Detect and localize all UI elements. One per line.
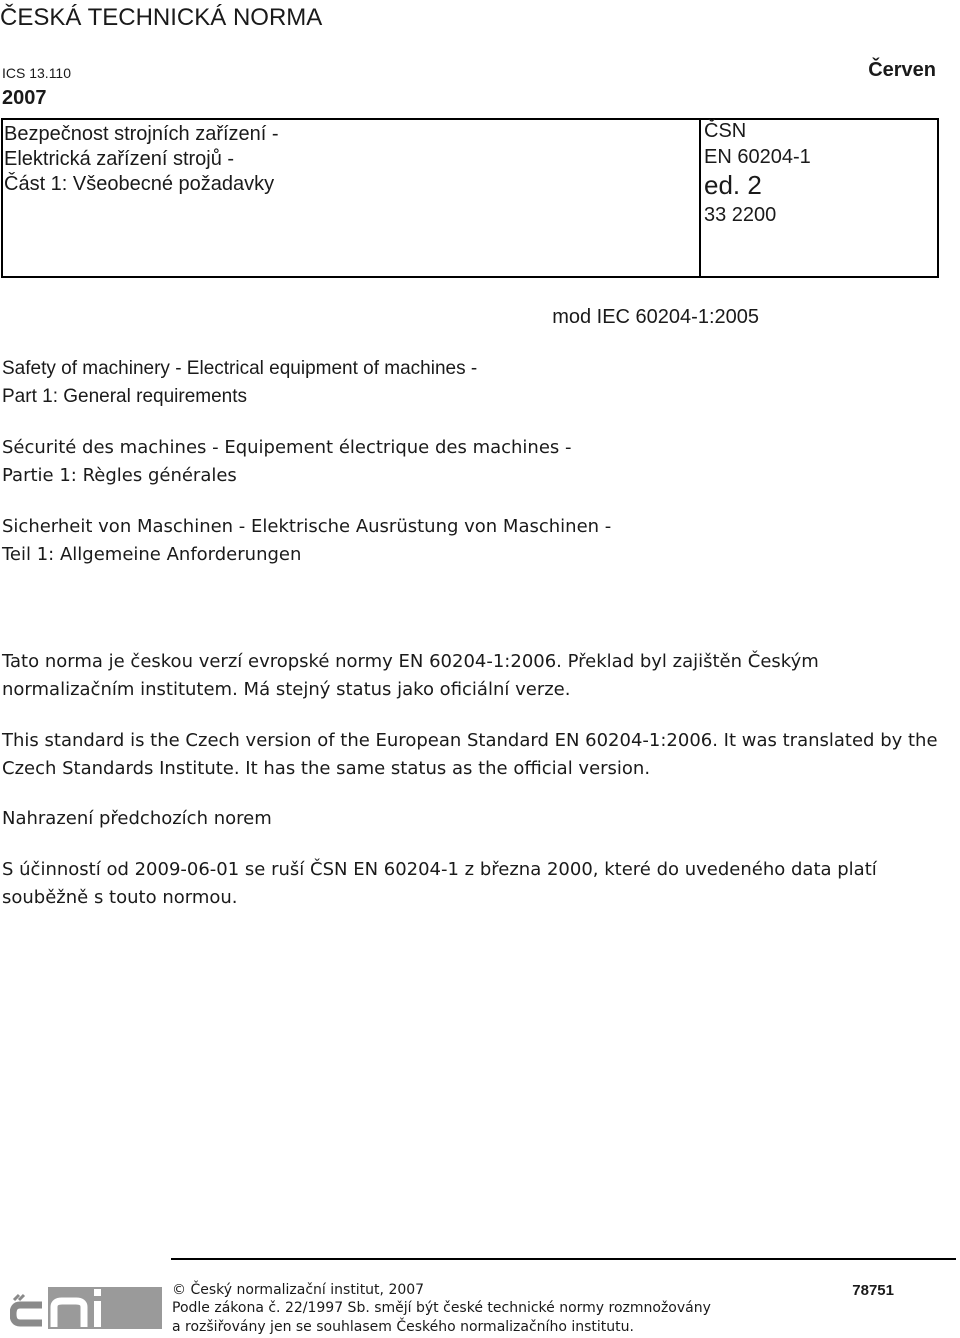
czech-title-line: Část 1: Všeobecné požadavky bbox=[4, 173, 275, 195]
czech-title-line: Bezpečnost strojních zařízení - bbox=[4, 123, 279, 145]
en-number: EN 60204-1 bbox=[704, 146, 811, 168]
standard-identifier-cell bbox=[699, 120, 941, 276]
footer-law-line: Podle zákona č. 22/1997 Sb. smějí být české technické normy rozmnožovány bbox=[172, 1300, 711, 1316]
page-title: ČESKÁ TECHNICKÁ NORMA bbox=[0, 4, 323, 31]
german-title-line: Sicherheit von Maschinen - Elektrische Ausrüstung von Maschinen - bbox=[2, 516, 612, 537]
replacement-heading bbox=[2, 805, 272, 833]
german-title bbox=[2, 513, 611, 569]
czech-title-line: Elektrická zařízení strojů - bbox=[4, 148, 235, 170]
class-number: 33 2200 bbox=[704, 204, 777, 226]
english-statement-line: Czech Standards Institute. It has the same status as the official version. bbox=[2, 758, 651, 779]
french-title-line: Sécurité des machines - Equipement électrique des machines - bbox=[2, 437, 572, 458]
english-statement bbox=[2, 727, 938, 783]
title-box bbox=[1, 118, 939, 278]
footer-divider bbox=[171, 1258, 956, 1260]
footer-law-line: a rozšiřovány jen se souhlasem Českého normalizačního institutu. bbox=[172, 1319, 634, 1335]
czech-statement-line: normalizačním institutem. Má stejný status jako oficiální verze. bbox=[2, 679, 571, 700]
issue-month: Červen bbox=[868, 59, 936, 81]
replacement-text-line: S účinností od 2009-06-01 se ruší ČSN EN 60204-1 z března 2000, které do uvedeného data platí bbox=[2, 859, 877, 880]
english-statement-line: This standard is the Czech version of the European Standard EN 60204-1:2006. It was translated by the bbox=[2, 730, 938, 751]
french-title-line: Partie 1: Règles générales bbox=[2, 465, 237, 486]
mod-reference: mod IEC 60204-1:2005 bbox=[552, 306, 759, 328]
issue-year: 2007 bbox=[2, 87, 47, 109]
footer-copyright: © Český normalizační institut, 2007 bbox=[172, 1282, 425, 1298]
ics-code: ICS 13.110 bbox=[2, 65, 72, 81]
czech-statement-line: Tato norma je českou verzí evropské normy EN 60204-1:2006. Překlad byl zajištěn Českým bbox=[2, 651, 819, 672]
csn-label: ČSN bbox=[704, 120, 747, 142]
replacement-heading-text: Nahrazení předchozích norem bbox=[2, 808, 272, 829]
czech-title bbox=[4, 122, 696, 276]
german-title-line: Teil 1: Allgemeine Anforderungen bbox=[2, 544, 302, 565]
cni-logo bbox=[10, 1287, 162, 1329]
english-title-line: Safety of machinery - Electrical equipment of machines - bbox=[2, 358, 478, 379]
english-title-line: Part 1: General requirements bbox=[2, 386, 248, 407]
replacement-text-line: souběžně s touto normou. bbox=[2, 887, 238, 908]
english-title bbox=[2, 355, 477, 411]
footer-doc-number: 78751 bbox=[852, 1282, 894, 1299]
czech-statement bbox=[2, 648, 819, 704]
french-title bbox=[2, 434, 572, 490]
replacement-text bbox=[2, 856, 877, 912]
edition: ed. 2 bbox=[704, 170, 762, 200]
